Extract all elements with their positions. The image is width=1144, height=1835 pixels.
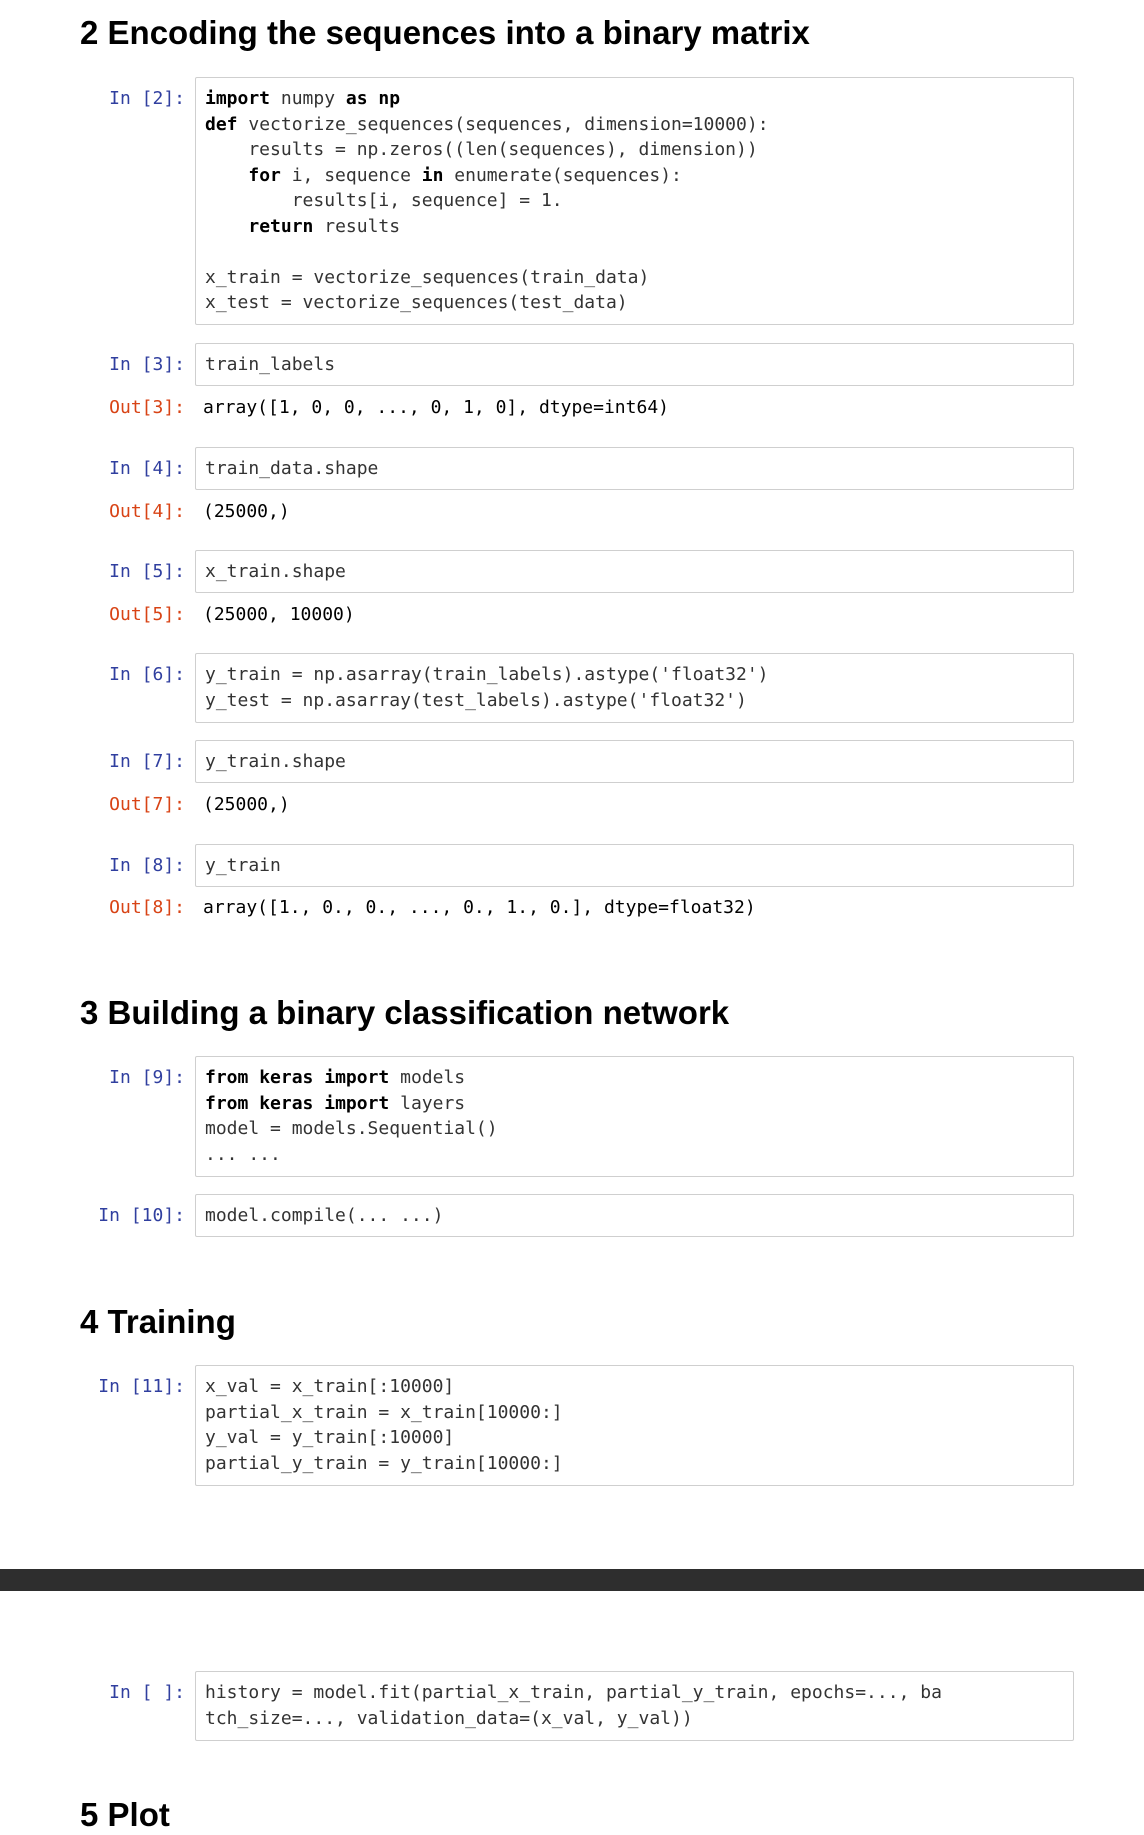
code-token: results = np.zeros((len(sequences), dimension)) [205, 139, 758, 160]
code-token: numpy [270, 88, 346, 109]
output-text: array([1, 0, 0, ..., 0, 1, 0], dtype=int64) [203, 397, 669, 418]
output-prompt: Out[8]: [109, 897, 185, 918]
code-token: results[i, sequence] = 1. [205, 190, 563, 211]
output-text: array([1., 0., 0., ..., 0., 1., 0.], dtype=float32) [203, 897, 756, 918]
code-token: enumerate(sequences): [443, 164, 682, 186]
code-text: train_labels [205, 354, 336, 375]
code-token [313, 1093, 324, 1114]
input-prompt: In [10]: [98, 1205, 185, 1226]
code-token: results [313, 215, 401, 237]
input-prompt: In [3]: [109, 354, 185, 375]
section-heading-training: 4 Training [80, 1303, 236, 1340]
code-token [368, 88, 379, 109]
code-cell-vectorize[interactable] [195, 77, 1074, 325]
code-cell-y-train[interactable] [195, 844, 1074, 887]
code-keyword: import [205, 88, 271, 109]
input-prompt: In [2]: [109, 88, 185, 109]
input-prompt: In [4]: [109, 458, 185, 479]
code-keyword: keras [259, 1092, 314, 1114]
code-token: model = models.Sequential() [205, 1118, 498, 1139]
code-token: vectorize_sequences(sequences, dimension=10000): [237, 113, 769, 135]
code-cell-x-train-shape[interactable] [195, 550, 1074, 593]
code-text: history = model.fit(partial_x_train, partial_y_train, epochs=..., ba tch_size=..., validation_data=(x_val, y_val)) [205, 1682, 942, 1729]
code-token: x_train = vectorize_sequences(train_data) [205, 266, 650, 288]
code-keyword: import [324, 1067, 390, 1088]
code-token [205, 216, 248, 237]
code-token: x_test = vectorize_sequences(test_data) [205, 292, 628, 313]
section-heading-network: 3 Building a binary classification network [80, 994, 730, 1031]
input-prompt: In [5]: [109, 561, 185, 582]
code-keyword: def [205, 113, 238, 135]
input-prompt: In [11]: [98, 1376, 185, 1397]
code-text: y_train.shape [205, 751, 346, 772]
code-keyword: keras [259, 1067, 314, 1088]
code-token: layers [389, 1092, 466, 1114]
code-token [313, 1067, 324, 1088]
code-token [248, 1067, 259, 1088]
code-cell-model-fit[interactable] [195, 1671, 1074, 1741]
code-keyword: import [324, 1092, 390, 1114]
output-prompt: Out[4]: [109, 501, 185, 522]
code-cell-compile[interactable] [195, 1194, 1074, 1237]
code-keyword: for [248, 164, 281, 186]
output-prompt: Out[3]: [109, 397, 185, 418]
code-keyword: from [205, 1092, 249, 1114]
input-prompt: In [8]: [109, 855, 185, 876]
output-prompt: Out[7]: [109, 794, 185, 815]
code-keyword: np [378, 88, 401, 109]
input-prompt: In [ ]: [109, 1682, 185, 1703]
code-token [205, 241, 216, 262]
code-text [205, 86, 1064, 316]
code-keyword: from [205, 1067, 249, 1088]
page-divider [0, 1569, 1144, 1591]
input-prompt: In [6]: [109, 664, 185, 685]
code-cell-train-data-shape[interactable] [195, 447, 1074, 490]
code-token [205, 165, 248, 186]
code-cell-y-train-shape[interactable] [195, 740, 1074, 783]
code-text: y_train [205, 855, 281, 876]
input-prompt: In [7]: [109, 751, 185, 772]
section-heading-plot: 5 Plot [80, 1796, 170, 1833]
code-cell-train-labels[interactable] [195, 343, 1074, 386]
code-token: ... ... [205, 1143, 281, 1165]
code-keyword: as [345, 88, 368, 109]
code-token [248, 1093, 259, 1114]
code-token: i, sequence [280, 164, 422, 186]
code-cell-keras-model[interactable] [195, 1056, 1074, 1177]
code-cell-labels-astype[interactable] [195, 653, 1074, 723]
code-text: train_data.shape [205, 458, 379, 479]
section-heading-encoding: 2 Encoding the sequences into a binary matrix [80, 14, 810, 51]
code-text: x_train.shape [205, 561, 346, 582]
code-text: model.compile(... ...) [205, 1205, 444, 1226]
output-text: (25000,) [203, 501, 290, 522]
output-prompt: Out[5]: [109, 604, 185, 625]
output-text: (25000, 10000) [203, 604, 355, 625]
code-token: models [389, 1067, 466, 1088]
input-prompt: In [9]: [109, 1067, 185, 1088]
output-text: (25000,) [203, 794, 290, 815]
code-keyword: return [248, 215, 314, 237]
code-text: y_train = np.asarray(train_labels).astype('float32') y_test = np.asarray(test_labels).astype('float32') [205, 664, 769, 711]
code-text: x_val = x_train[:10000] partial_x_train = x_train[10000:] y_val = y_train[:10000] partial_y_train = y_train[10000:] [205, 1376, 563, 1474]
code-text [205, 1065, 1064, 1167]
code-keyword: in [421, 164, 444, 186]
code-cell-validation-split[interactable] [195, 1365, 1074, 1486]
